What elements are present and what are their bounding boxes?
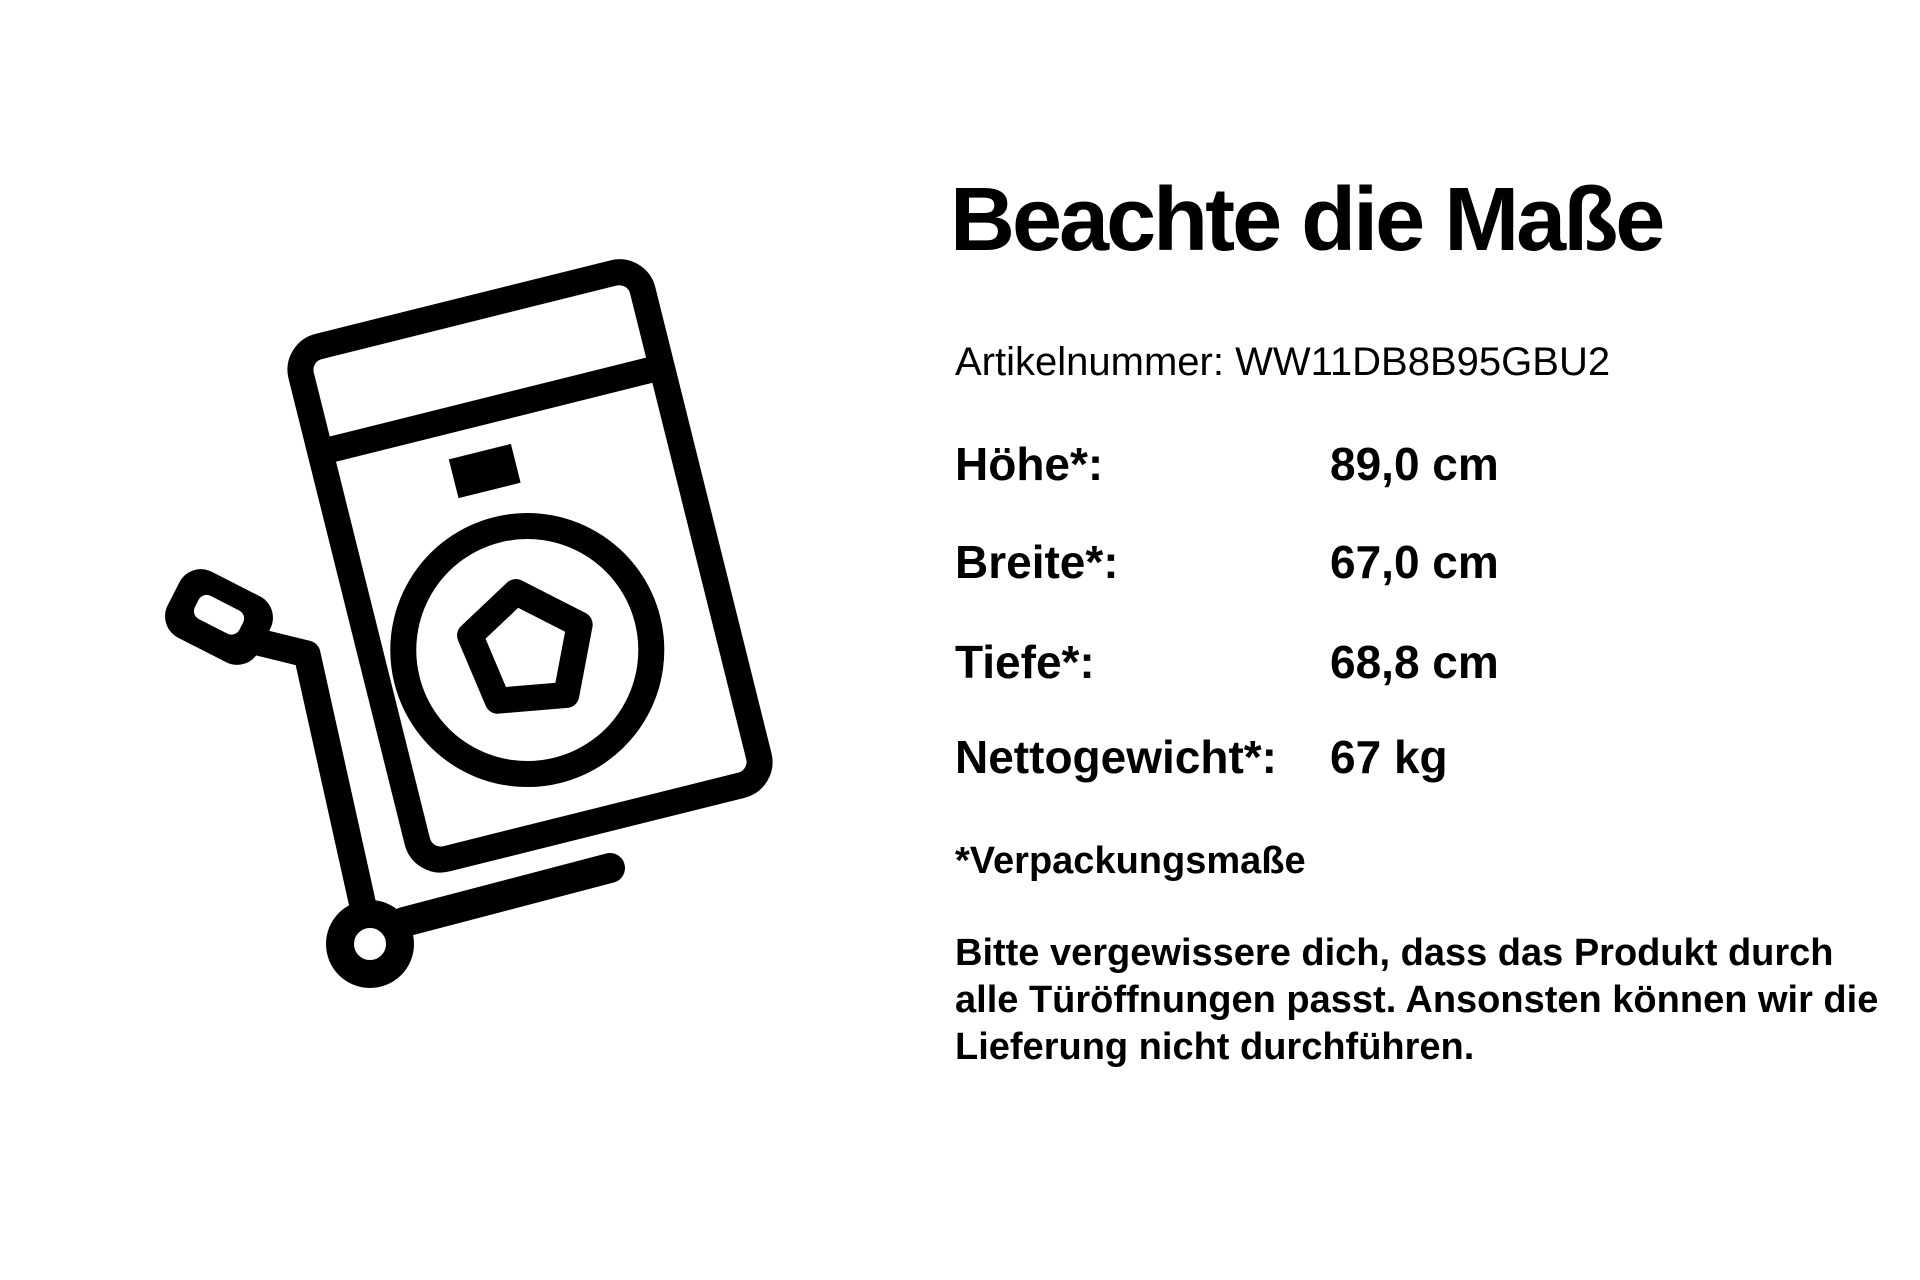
dimension-value: 89,0 cm xyxy=(1330,438,1499,490)
washing-machine-on-hand-truck-icon xyxy=(110,230,830,1050)
dimension-row-hoehe xyxy=(955,438,1855,490)
dimension-value: 67,0 cm xyxy=(1330,536,1499,588)
article-number-value: WW11DB8B95GBU2 xyxy=(1235,340,1611,384)
delivery-note-line: Bitte vergewissere dich, dass das Produkt durch xyxy=(955,932,1834,974)
dimension-value: 68,8 cm xyxy=(1330,636,1499,688)
dimension-row-tiefe xyxy=(955,636,1855,688)
dimension-label: Höhe*: xyxy=(955,438,1104,490)
dimension-label: Nettogewicht*: xyxy=(955,731,1277,783)
delivery-note-line: Lieferung nicht durchführen. xyxy=(955,1026,1475,1068)
article-number-line xyxy=(955,342,1610,382)
article-number-label: Artikelnummer: xyxy=(955,340,1224,384)
delivery-note-line: alle Türöffnungen passt. Ansonsten können wir die xyxy=(955,979,1879,1021)
dimension-label: Breite*: xyxy=(955,536,1119,588)
dimension-value: 67 kg xyxy=(1330,731,1448,783)
washing-machine-body xyxy=(295,267,764,864)
dimension-row-nettogewicht xyxy=(955,731,1855,783)
hand-truck-frame-bar xyxy=(258,642,367,924)
page-title: Beachte die Maße xyxy=(950,170,1663,270)
delivery-note xyxy=(955,930,1905,1071)
packaging-dimensions-footnote: *Verpackungsmaße xyxy=(955,840,1306,882)
dimension-label: Tiefe*: xyxy=(955,636,1095,688)
dimension-row-breite xyxy=(955,536,1855,588)
hand-truck-base-plate xyxy=(404,868,610,922)
